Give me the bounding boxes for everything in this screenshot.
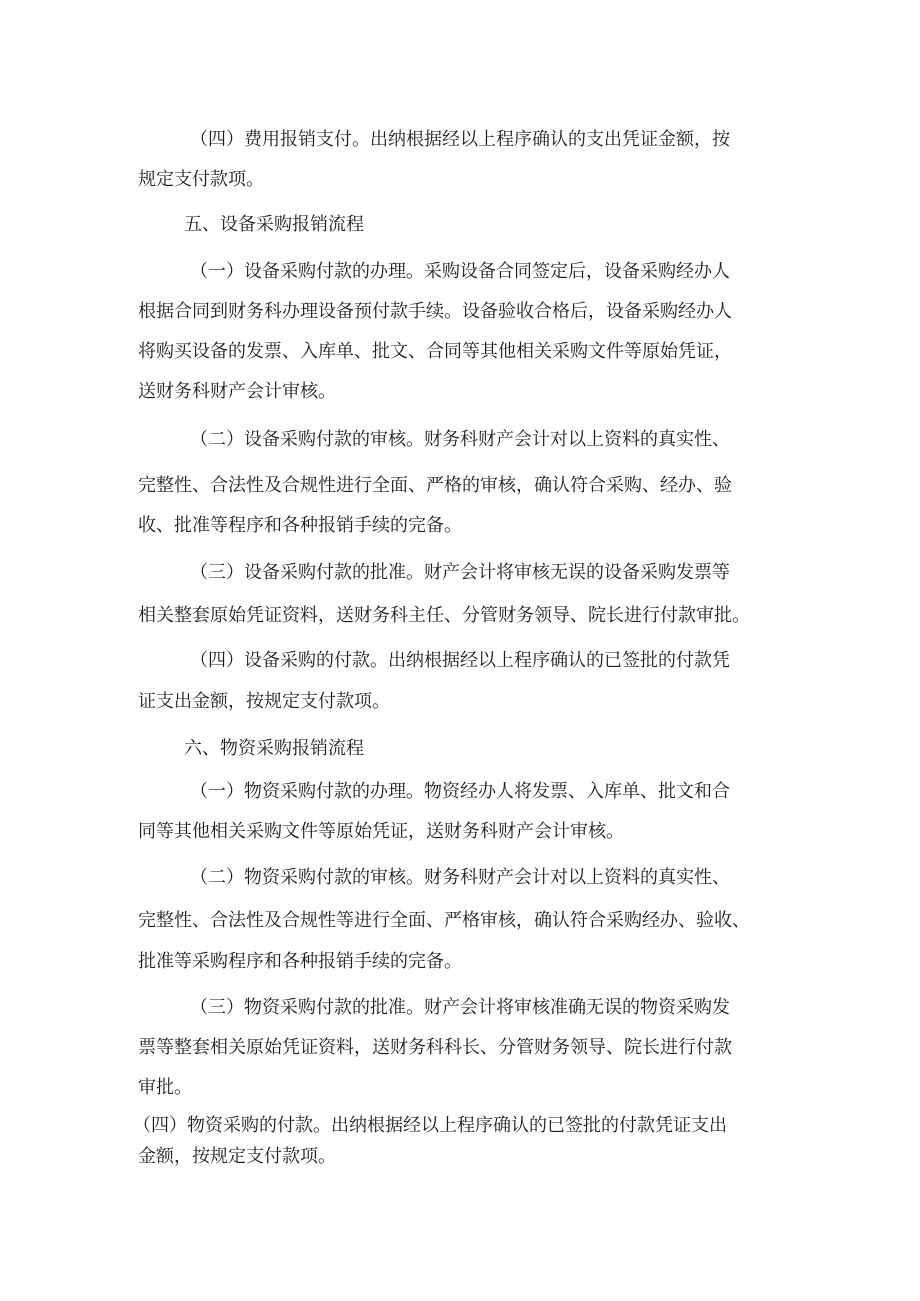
- paragraph-line: 完整性、合法性及合规性进行全面、严格的审核，确认符合采购、经办、验: [138, 475, 732, 496]
- paragraph-line: （四）费用报销支付。出纳根据经以上程序确认的支出凭证金额，按: [190, 129, 730, 150]
- paragraph-line: （三）物资采购付款的批准。财产会计将审核准确无误的物资采购发: [190, 997, 730, 1018]
- paragraph-line: （一）物资采购付款的办理。物资经办人将发票、入库单、批文和合: [190, 781, 730, 802]
- paragraph-line: 同等其他相关采购文件等原始凭证，送财务科财产会计审核。: [138, 821, 624, 842]
- paragraph-line: 规定支付款项。: [138, 169, 264, 190]
- paragraph-line: 证支出金额，按规定支付款项。: [138, 691, 390, 712]
- paragraph-line: 将购买设备的发票、入库单、批文、合同等其他相关采购文件等原始凭证，: [138, 341, 732, 362]
- paragraph-line: 送财务科财产会计审核。: [138, 381, 336, 402]
- paragraph-line: （四）物资采购的付款。出纳根据经以上程序确认的已签批的付款凭证支出: [133, 1115, 727, 1136]
- paragraph-line: （一）设备采购付款的办理。采购设备合同签定后，设备采购经办人: [190, 261, 730, 282]
- paragraph-line: 票等整套相关原始凭证资料，送财务科科长、分管财务领导、院长进行付款: [138, 1037, 732, 1058]
- paragraph-line: （三）设备采购付款的批准。财产会计将审核无误的设备采购发票等: [190, 562, 730, 583]
- paragraph-line: （四）设备采购的付款。出纳根据经以上程序确认的已签批的付款凭: [190, 650, 730, 671]
- paragraph-line: 收、批准等程序和各种报销手续的完备。: [138, 515, 462, 536]
- paragraph-line: 金额，按规定支付款项。: [138, 1146, 336, 1167]
- paragraph-line: 根据合同到财务科办理设备预付款手续。设备验收合格后，设备采购经办人: [138, 301, 732, 322]
- paragraph-line: 完整性、合法性及合规性等进行全面、严格审核，确认符合采购经办、验收、: [138, 910, 750, 931]
- paragraph-line: （二）设备采购付款的审核。财务科财产会计对以上资料的真实性、: [190, 429, 730, 450]
- paragraph-line: 审批。: [138, 1077, 192, 1098]
- paragraph-line: （二）物资采购付款的审核。财务科财产会计对以上资料的真实性、: [190, 867, 730, 888]
- paragraph-line: 批准等采购程序和各种报销手续的完备。: [138, 951, 462, 972]
- section-heading-5: 五、设备采购报销流程: [184, 214, 364, 235]
- paragraph-line: 相关整套原始凭证资料，送财务科主任、分管财务领导、院长进行付款审批。: [138, 605, 750, 626]
- section-heading-6: 六、物资采购报销流程: [184, 738, 364, 759]
